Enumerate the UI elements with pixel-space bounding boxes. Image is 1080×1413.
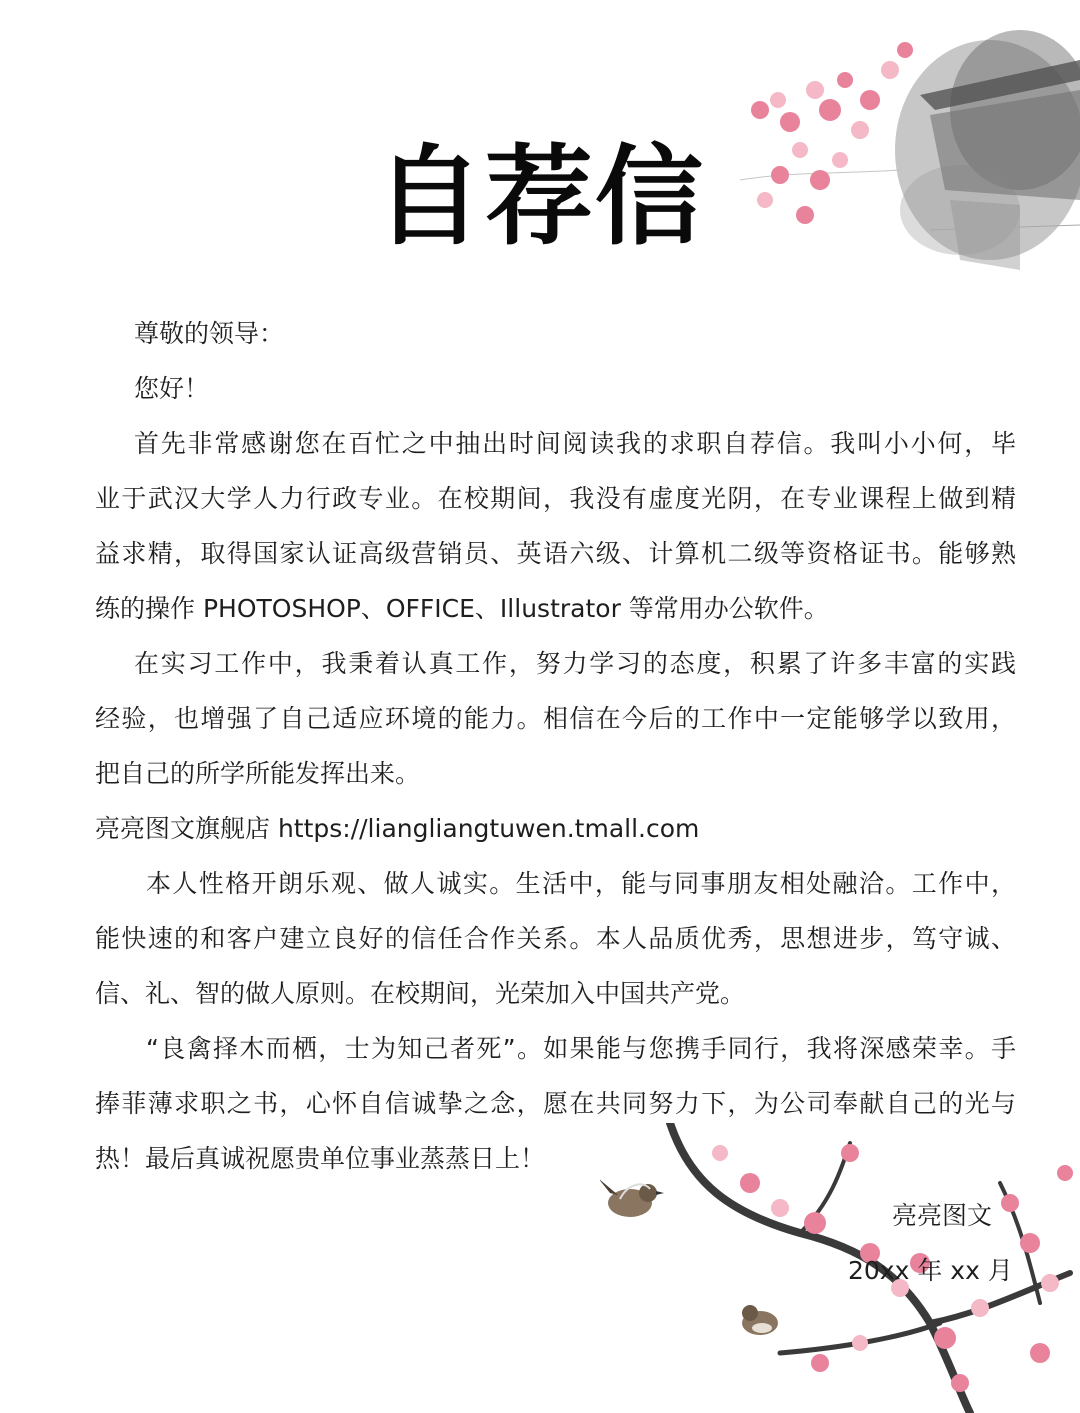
signature-name: 亮亮图文 bbox=[892, 1201, 993, 1230]
bird-icon bbox=[600, 1178, 664, 1217]
paragraph-3-line-3: 信、礼、智的做人原则。在校期间，光荣加入中国共产党。 bbox=[95, 979, 746, 1008]
greeting: 您好！ bbox=[134, 374, 210, 403]
paragraph-1-line-2: 业于武汉大学人力行政专业。在校期间，我没有虚度光阴，在专业课程上做到精 bbox=[95, 484, 1016, 513]
paragraph-4-line-2: 捧菲薄求职之书，心怀自信诚挚之念，愿在共同努力下，为公司奉献自己的光与 bbox=[95, 1089, 1016, 1118]
bird-icon bbox=[742, 1305, 778, 1335]
letter-title: 自荐信 bbox=[374, 135, 705, 260]
paragraph-4-line-1: “良禽择木而栖，士为知己者死”。如果能与您携手同行，我将深感荣幸。手 bbox=[146, 1034, 1016, 1063]
paragraph-4-line-3: 热！最后真诚祝愿贵单位事业蒸蒸日上！ bbox=[95, 1144, 546, 1173]
paragraph-2-line-3: 把自己的所学所能发挥出来。 bbox=[95, 759, 421, 788]
signature-date: 20xx 年 xx 月 bbox=[848, 1256, 1013, 1285]
paragraph-1-line-1: 首先非常感谢您在百忙之中抽出时间阅读我的求职自荐信。我叫小小何，毕 bbox=[134, 429, 1016, 458]
paragraph-3-line-1: 本人性格开朗乐观、做人诚实。生活中，能与同事朋友相处融洽。工作中， bbox=[146, 869, 1016, 898]
shop-url-line: 亮亮图文旗舰店 https://liangliangtuwen.tmall.com bbox=[95, 814, 700, 843]
paragraph-1-line-4: 练的操作 PHOTOSHOP、OFFICE、Illustrator 等常用办公软件。 bbox=[95, 594, 829, 623]
paragraph-2-line-2: 经验，也增强了自己适应环境的能力。相信在今后的工作中一定能够学以致用， bbox=[95, 704, 1016, 733]
paragraph-3-line-2: 能快速的和客户建立良好的信任合作关系。本人品质优秀，思想进步，笃守诚、 bbox=[95, 924, 1016, 953]
salutation: 尊敬的领导： bbox=[134, 319, 285, 348]
paragraph-2-line-1: 在实习工作中，我秉着认真工作，努力学习的态度，积累了许多丰富的实践 bbox=[134, 649, 1016, 678]
paragraph-1-line-3: 益求精，取得国家认证高级营销员、英语六级、计算机二级等资格证书。能够熟 bbox=[95, 539, 1016, 568]
